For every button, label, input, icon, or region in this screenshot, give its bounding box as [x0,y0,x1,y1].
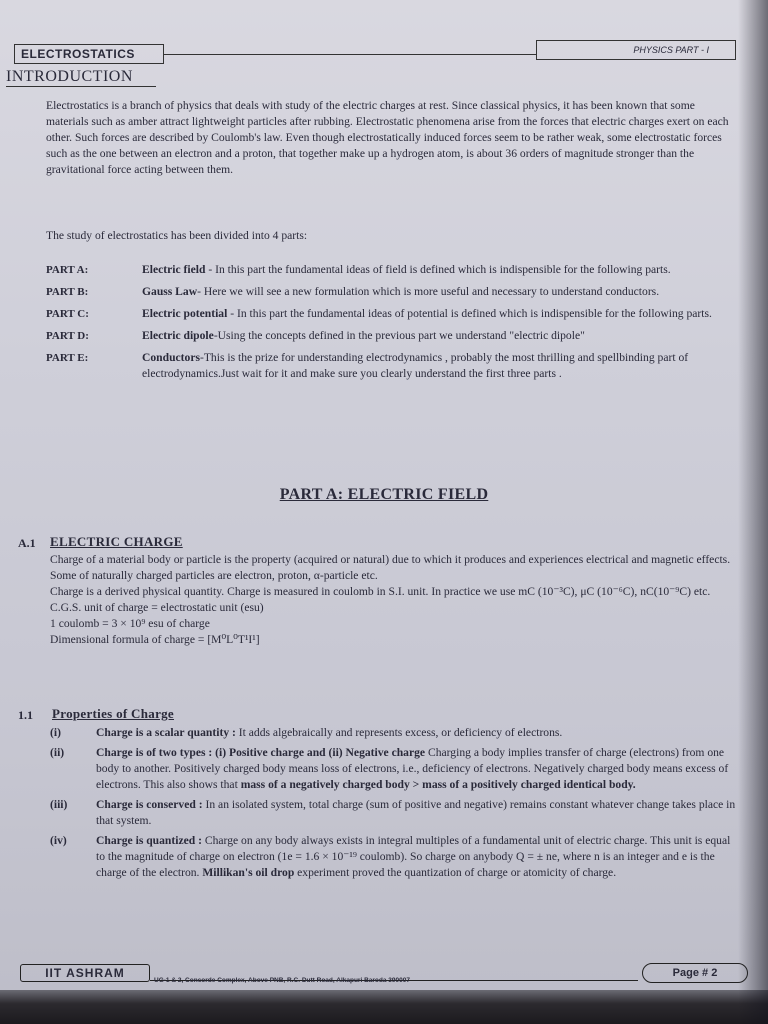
property-title: Charge is quantized : [96,834,202,847]
header-rule [164,54,536,55]
property-title: Charge is conserved : [96,798,203,811]
property-title: Charge is a scalar quantity : [96,726,236,739]
property-item [50,725,740,741]
charge-definition: Charge of a material body or particle is the property (acquired or natural) due to which it produces and experiences electrical and magnetic effects. Some of naturally charged particles are electron, proton, α-particle etc. [50,553,731,582]
property-text: In an isolated system, total charge (sum of positive and negative) remains constant whatever change takes place in that system. [96,798,736,827]
part-description: - Here we will see a new formulation which is more useful and necessary to understand conductors. [197,285,660,298]
part-row [46,306,736,322]
electric-charge-body [50,552,740,648]
property-item [50,797,740,829]
part-row [46,328,736,344]
study-statement: The study of electrostatics has been divided into 4 parts: [46,229,308,242]
publisher-address: UG-1 & 2, Concorde Complex, Above PNB, R.C. Dutt Road, Alkapuri Baroda 390007 [154,977,410,984]
charge-units: Charge is a derived physical quantity. Charge is measured in coulomb in S.I. unit. In practice we use mC (10⁻³C), μC (10⁻⁶C), nC(10⁻⁹C) etc. [50,585,711,598]
part-description: -Using the concepts defined in the previous part we understand "electric dipole" [213,329,585,342]
part-label: PART D: [46,330,89,342]
property-item [50,833,740,881]
section-number: A.1 [18,536,36,550]
part-row [46,262,736,278]
section-title: ELECTRIC CHARGE [50,534,183,549]
introduction-underline [6,86,156,87]
part-heading: Electric field [142,263,206,276]
parts-list [46,262,736,388]
part-row [46,350,736,382]
property-text: It adds algebraically and represents excess, or deficiency of electrons. [235,726,563,739]
property-number: (i) [50,726,61,739]
property-text: Charging a body implies transfer of charge (electrons) from one body to another. Positively charged body means loss of electrons, i.e., deficiency of electrons. Negatively charged body means excess of electrons. This also shows that [96,746,729,791]
part-row [46,284,736,300]
page-number: Page # 2 [642,963,748,983]
part-a-heading: PART A: ELECTRIC FIELD [279,486,489,503]
part-description: - In this part the fundamental ideas of field is defined which is indispensible for the following parts. [205,263,671,276]
property-title: Charge is of two types : (i) Positive charge and (ii) Negative charge [96,746,426,759]
part-label: PART A: [46,264,89,276]
publisher-logo: IIT ASHRAM [20,964,150,982]
properties-list [50,725,740,885]
property-text-end: experiment proved the quantization of charge or atomicity of charge. [294,866,617,879]
subsection-title: Properties of Charge [52,706,175,721]
part-label: PART C: [46,308,89,320]
property-emphasis: Millikan's oil drop [202,866,295,879]
property-emphasis: mass of a negatively charged body > mass of a positively charged identical body. [240,778,636,791]
background-edge [0,990,768,1024]
part-label: PART E: [46,352,89,364]
coulomb-conversion: 1 coulomb = 3 × 10⁹ esu of charge [50,617,210,630]
subsection-number: 1.1 [18,708,33,722]
part-description: - In this part the fundamental ideas of potential is defined which is indispensible for the following parts. [227,307,712,320]
part-description: -This is the prize for understanding electrodynamics , probably the most thrilling and spellbinding part of electrodynamics.Just wait for it and make sure you clearly understand the first three parts . [142,351,689,380]
part-heading: Electric potential [142,307,228,320]
part-heading: Gauss Law [142,285,198,298]
introduction-paragraph: Electrostatics is a branch of physics that deals with study of the electric charges at rest. Since classical physics, it has been known that some materials such as amber attract lightweight particles after rubbing. Electrostatic phenomena arise from the forces that electric charges exert on each other. Such forces are described by Coulomb's law. Even though electrostatically induced forces seem to be rather weak, some electrostatic forces such as the one between an electron and a proton, that together make up a hydrogen atom, is about 36 orders of magnitude stronger than the gravitational force acting between them. [46,99,729,176]
property-number: (iv) [50,834,67,847]
cgs-unit: C.G.S. unit of charge = electrostatic unit (esu) [50,601,264,614]
introduction-title: INTRODUCTION [6,68,133,85]
page-shadow [738,0,768,1024]
part-label: PART B: [46,286,89,298]
part-heading: Electric dipole [142,329,214,342]
book-header: PHYSICS PART - I [536,40,736,60]
part-heading: Conductors [142,351,200,364]
dimensional-formula: Dimensional formula of charge = [M⁰L⁰T¹I¹] [50,633,260,646]
property-text: Charge on any body always exists in integral multiples of a fundamental unit of electric charge. This unit is equal to the magnitude of charge on electron (1e = 1.6 × 10⁻¹⁹ coulomb). So charge on anybody Q = ± ne, where n is an integer and e is the charge of the electron. [96,834,731,879]
property-number: (ii) [50,746,65,759]
chapter-header: ELECTROSTATICS [14,44,164,64]
property-number: (iii) [50,798,68,811]
property-item [50,745,740,793]
